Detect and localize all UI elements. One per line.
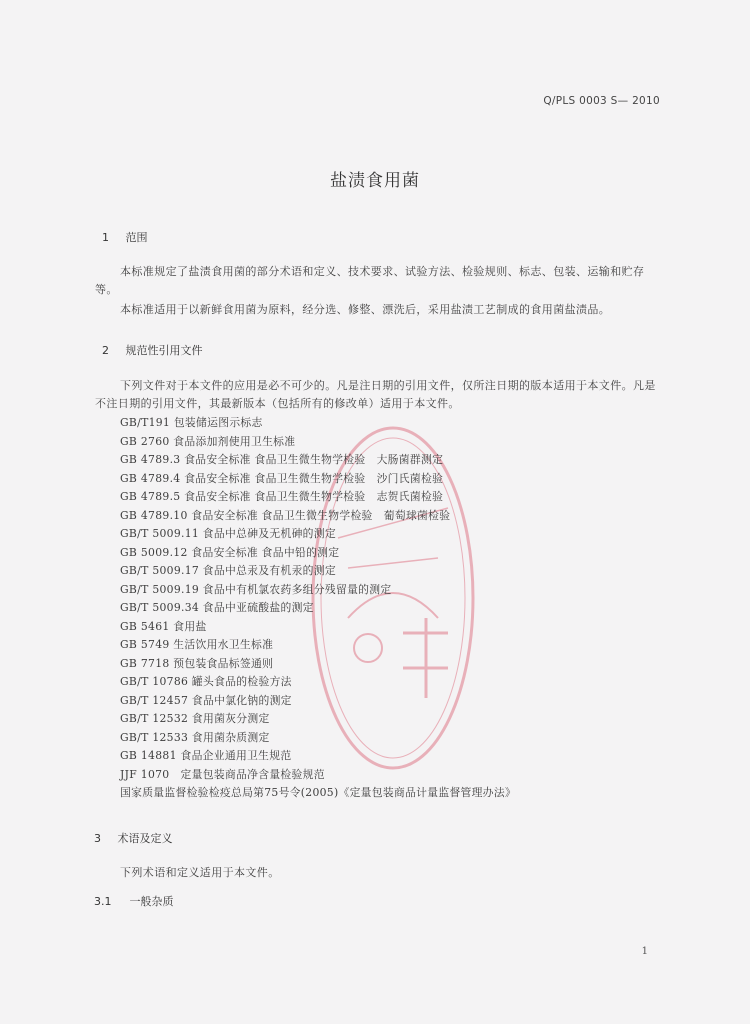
reference-item: GB 4789.5 食品安全标准 食品卫生微生物学检验 志贺氏菌检验 — [120, 490, 444, 503]
reference-item: GB/T191 包装储运图示标志 — [120, 416, 263, 429]
reference-item: GB/T 12533 食用菌杂质测定 — [120, 730, 270, 744]
reference-item: GB/T 5009.34 食品中亚硫酸盐的测定 — [120, 601, 314, 614]
section-1-heading — [102, 229, 148, 245]
section-title: 范围 — [125, 231, 148, 244]
section-2-heading — [102, 342, 203, 358]
reference-item: GB/T 12457 食品中氯化钠的测定 — [120, 693, 292, 707]
reference-item: JJF 1070 定量包装商品净含量检验规范 — [120, 767, 325, 781]
reference-item: GB 2760 食品添加剂使用卫生标准 — [120, 434, 296, 448]
page-number: 1 — [641, 946, 648, 957]
standard-code: Q/PLS 0003 S— 2010 — [543, 95, 660, 107]
reference-item: GB/T 10786 罐头食品的检验方法 — [120, 675, 292, 688]
section-title: 规范性引用文件 — [125, 344, 203, 357]
reference-item: GB 14881 食品企业通用卫生规范 — [120, 749, 292, 762]
section-3-heading — [94, 830, 173, 846]
subsection-title: 一般杂质 — [129, 895, 174, 908]
reference-item: 国家质量监督检验检疫总局第75号令(2005)《定量包装商品计量监督管理办法》 — [120, 786, 517, 799]
reference-item: GB/T 12532 食用菌灰分测定 — [120, 712, 270, 725]
reference-item: GB 4789.3 食品安全标准 食品卫生微生物学检验 大肠菌群测定 — [120, 453, 444, 466]
reference-item: GB/T 5009.19 食品中有机氯农药多组分残留量的测定 — [120, 582, 392, 596]
section-title: 术语及定义 — [117, 832, 173, 845]
document-title: 盐渍食用菌 — [330, 171, 420, 191]
section-number: 1 — [102, 231, 109, 244]
subsection-number: 3.1 — [94, 895, 112, 908]
terms-intro: 下列术语和定义适用于本文件。 — [120, 866, 280, 879]
scope-paragraph-1: 本标准规定了盐渍食用菌的部分术语和定义、技术要求、试验方法、检验规则、标志、包装、运输和贮存等。 — [95, 265, 645, 296]
reference-item: GB 7718 预包装食品标签通则 — [120, 656, 274, 670]
reference-item: GB/T 5009.11 食品中总砷及无机砷的测定 — [120, 527, 336, 540]
reference-item: GB 5749 生活饮用水卫生标准 — [120, 638, 274, 651]
normative-intro: 下列文件对于本文件的应用是必不可少的。凡是注日期的引用文件，仅所注日期的版本适用于本文件。凡是不注日期的引用文件，其最新版本（包括所有的修改单）适用于本文件。 — [95, 379, 656, 410]
reference-item: GB 5461 食用盐 — [120, 619, 207, 633]
section-number: 3 — [94, 832, 101, 845]
subsection-3-1-heading — [94, 893, 174, 909]
reference-list — [120, 414, 516, 803]
scope-paragraph-2: 本标准适用于以新鲜食用菌为原料，经分选、修整、漂洗后，采用盐渍工艺制成的食用菌盐渍品。 — [120, 303, 611, 316]
section-number: 2 — [102, 344, 109, 357]
reference-item: GB 4789.10 食品安全标准 食品卫生微生物学检验 葡萄球菌检验 — [120, 508, 451, 522]
reference-item: GB 5009.12 食品安全标准 食品中铅的测定 — [120, 545, 340, 559]
reference-item: GB 4789.4 食品安全标准 食品卫生微生物学检验 沙门氏菌检验 — [120, 471, 444, 485]
reference-item: GB/T 5009.17 食品中总汞及有机汞的测定 — [120, 564, 336, 577]
